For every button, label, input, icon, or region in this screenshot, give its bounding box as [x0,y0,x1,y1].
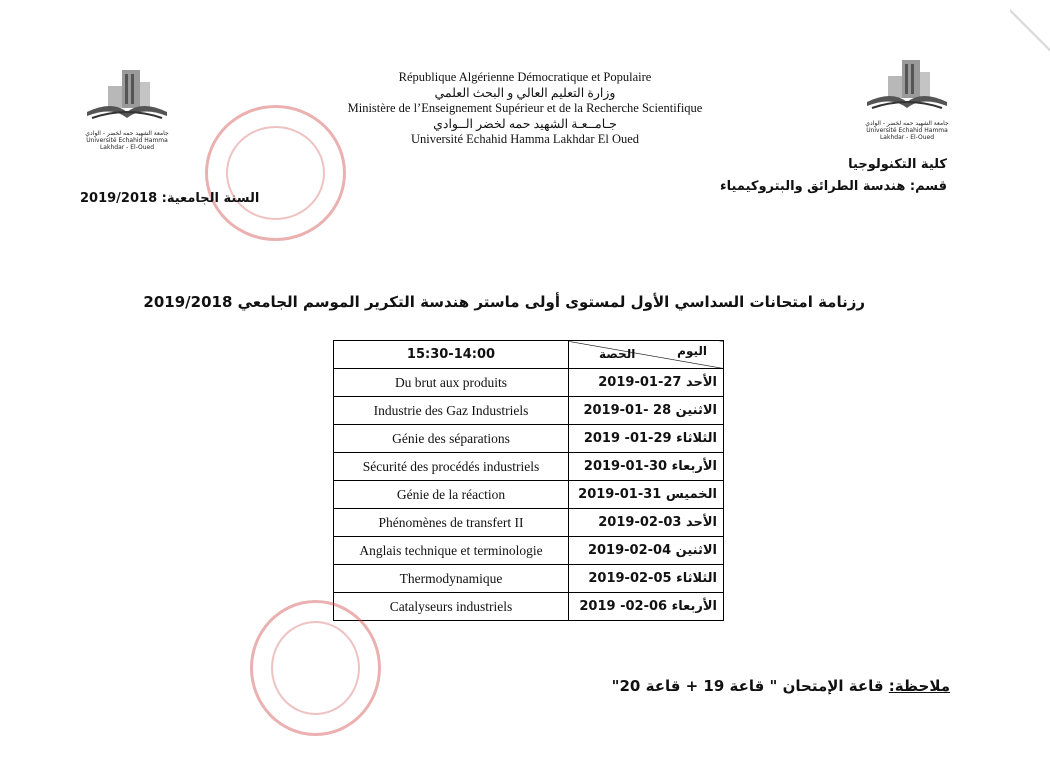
exam-date: الأربعاء 06-02- 2019 [569,593,724,621]
logo-caption-fr: Université Echahid Hamma Lakhdar - El-Oued [86,137,168,152]
logo-caption-ar: جامعة الشهيد حمه لخضر - الوادي [85,130,169,137]
exam-subject: Du brut aux produits [334,369,569,397]
ministry-line-fr: Ministère de l’Enseignement Supérieur et de la Recherche Scientifique [347,101,703,115]
exam-date: الأحد 03-02-2019 [569,509,724,537]
academic-year: السنة الجامعية: 2019/2018 [80,191,260,206]
logo-caption-ar: جامعة الشهيد حمه لخضر - الوادي [865,120,949,127]
exam-date: الثلاثاء 05-02-2019 [569,565,724,593]
table-row [334,369,724,397]
table-row [334,593,724,621]
table-row [334,397,724,425]
exam-date: الخميس 31-01-2019 [569,481,724,509]
table-row [334,481,724,509]
exam-subject: Industrie des Gaz Industriels [334,397,569,425]
official-stamp-bottom [250,600,381,736]
university-logo-left [82,66,172,152]
exam-subject: Anglais technique et terminologie [334,537,569,565]
note-text: قاعة الإمتحان " قاعة 19 + قاعة 20" [611,677,889,695]
note-label: ملاحظة: [888,677,950,695]
exam-subject: Génie de la réaction [334,481,569,509]
table-header-row [334,341,724,369]
department-name: قسم: هندسة الطرائق والبتروكيمياء [720,179,947,194]
ministry-line-ar: وزارة التعليم العالي و البحث العلمي [434,85,616,100]
table-row [334,425,724,453]
stamp-inner-ring [271,621,360,715]
exam-schedule-table [333,340,724,621]
exam-subject: Phénomènes de transfert II [334,509,569,537]
exam-room-note [612,677,950,695]
university-building-icon [82,66,172,126]
exam-date: الاثنين 04-02-2019 [569,537,724,565]
day-header-label: اليوم [677,344,707,358]
page-corner-fold [1010,0,1050,60]
logo-caption-fr: Université Echahid Hamma Lakhdar - El-Oued [866,127,948,142]
table-row [334,509,724,537]
university-building-icon [862,56,952,116]
exam-subject: Sécurité des procédés industriels [334,453,569,481]
republic-line: République Algérienne Démocratique et Populaire [398,70,652,84]
exam-subject: Génie des séparations [334,425,569,453]
exam-subject: Catalyseurs industriels [334,593,569,621]
exam-date: الأحد 27-01-2019 [569,369,724,397]
university-line-fr: Université Echahid Hamma Lakhdar El Oued [410,132,640,146]
exam-date: الثلاثاء 29-01- 2019 [569,425,724,453]
exam-date: الاثنين 28 -01-2019 [569,397,724,425]
university-line-ar: جـامــعـة الشهيد حمه لخضر الــوادي [433,116,617,131]
table-row [334,453,724,481]
official-stamp-top [205,105,346,241]
official-header [300,70,750,148]
slot-header-label: الحصة [599,347,636,361]
exam-subject: Thermodynamique [334,565,569,593]
faculty-name: كلية التكنولوجيا [848,157,947,172]
table-row [334,537,724,565]
table-row [334,565,724,593]
diagonal-header-cell [569,341,724,369]
university-logo-right [862,56,952,142]
exam-date: الأربعاء 30-01-2019 [569,453,724,481]
schedule-title: رزنامة امتحانات السداسي الأول لمستوى أولى ماستر هندسة التكرير الموسم الجامعي 2019/2018 [143,293,865,311]
time-slot-header: 15:30-14:00 [334,341,569,369]
